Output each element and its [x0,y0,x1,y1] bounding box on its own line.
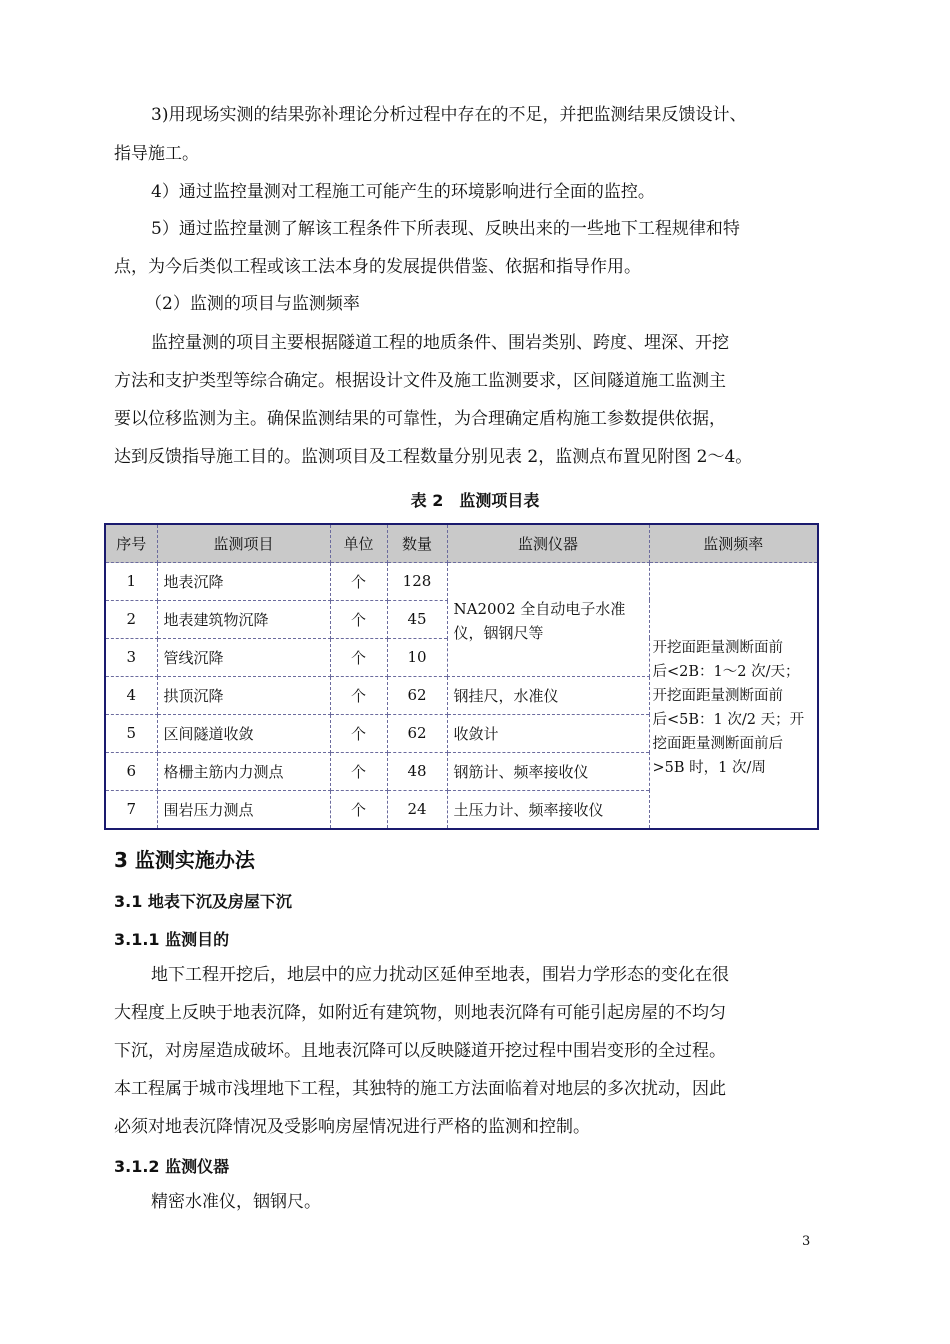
paragraph-line: 必须对地表沉降情况及受影响房屋情况进行严格的监测和控制。 [114,1117,590,1137]
paragraph-line: 要以位移监测为主。确保监测结果的可靠性，为合理确定盾构施工参数提供依据， [114,409,726,429]
frequency-line: 开挖面距量测断面前 [652,687,783,704]
instrument-cell: 钢挂尺，水准仪 [447,676,649,714]
paragraph-line: 指导施工。 [114,144,199,164]
page-number: 3 [802,1234,811,1249]
paragraph-line: 大程度上反映于地表沉降，如附近有建筑物，则地表沉降有可能引起房屋的不均匀 [114,1003,726,1023]
instrument-cell: 土压力计、频率接收仪 [447,790,649,829]
unit-cell: 个 [330,600,387,638]
monitoring-item: 管线沉降 [157,638,330,676]
paragraph-line: 4）通过监控量测对工程施工可能产生的环境影响进行全面的监控。 [151,182,655,202]
row-number: 3 [105,638,157,676]
unit-cell: 个 [330,563,387,601]
section-heading: 3 监测实施办法 [114,848,255,872]
quantity-cell: 62 [387,714,447,752]
row-number: 7 [105,790,157,829]
quantity-cell: 62 [387,676,447,714]
table-header-row [105,524,818,563]
quantity-cell: 45 [387,600,447,638]
quantity-cell: 24 [387,790,447,829]
frequency-line: 挖面距量测断面前后 [652,735,783,752]
monitoring-item: 地表建筑物沉降 [157,600,330,638]
table-caption: 表 2 监测项目表 [410,491,540,510]
monitoring-item: 围岩压力测点 [157,790,330,829]
paragraph-line: 方法和支护类型等综合确定。根据设计文件及施工监测要求，区间隧道施工监测主 [114,371,726,391]
monitoring-item: 格栅主筋内力测点 [157,752,330,790]
paragraph-line: 下沉，对房屋造成破坏。且地表沉降可以反映隧道开挖过程中围岩变形的全过程。 [114,1041,726,1061]
paragraph-line: 地下工程开挖后，地层中的应力扰动区延伸至地表，围岩力学形态的变化在很 [151,965,729,985]
header-cell: 监测频率 [649,524,818,563]
row-number: 5 [105,714,157,752]
unit-cell: 个 [330,752,387,790]
instrument-cell: 收敛计 [447,714,649,752]
frequency-line: >5B 时，1 次/周 [652,759,766,776]
subsubsection-heading: 3.1.2 监测仪器 [114,1157,230,1176]
instrument-line: 仪，铟钢尺等 [453,624,544,642]
sub-heading: （2）监测的项目与监测频率 [145,294,360,314]
unit-cell: 个 [330,676,387,714]
monitoring-item: 区间隧道收敛 [157,714,330,752]
instrument-cell-merged [447,563,649,677]
table-row [105,563,818,601]
paragraph-line: 达到反馈指导施工目的。监测项目及工程数量分别见表 2，监测点布置见附图 2～4。 [114,447,753,467]
frequency-line: 开挖面距量测断面前 [652,639,783,656]
header-cell: 单位 [330,524,387,563]
quantity-cell: 128 [387,563,447,601]
monitoring-table [104,523,819,830]
header-cell: 数量 [387,524,447,563]
paragraph-line: 监控量测的项目主要根据隧道工程的地质条件、围岩类别、跨度、埋深、开挖 [151,333,729,353]
header-cell: 序号 [105,524,157,563]
instrument-line: NA2002 全自动电子水准 [453,600,626,618]
paragraph-line: 3)用现场实测的结果弥补理论分析过程中存在的不足，并把监测结果反馈设计、 [151,105,747,125]
quantity-cell: 48 [387,752,447,790]
quantity-cell: 10 [387,638,447,676]
unit-cell: 个 [330,638,387,676]
header-cell: 监测项目 [157,524,330,563]
monitoring-item: 地表沉降 [157,563,330,601]
header-cell: 监测仪器 [447,524,649,563]
subsubsection-heading: 3.1.1 监测目的 [114,930,230,949]
unit-cell: 个 [330,714,387,752]
monitoring-item: 拱顶沉降 [157,676,330,714]
row-number: 1 [105,563,157,601]
paragraph-line: 点，为今后类似工程或该工法本身的发展提供借鉴、依据和指导作用。 [114,257,641,277]
frequency-line: 后<2B：1～2 次/天； [652,663,800,680]
paragraph-line: 5）通过监控量测了解该工程条件下所表现、反映出来的一些地下工程规律和特 [151,219,740,239]
paragraph-line: 精密水准仪，铟钢尺。 [151,1192,321,1212]
frequency-cell [649,563,818,830]
frequency-line: 后<5B：1 次/2 天；开 [652,711,805,728]
instrument-cell: 钢筋计、频率接收仪 [447,752,649,790]
row-number: 2 [105,600,157,638]
subsection-heading: 3.1 地表下沉及房屋下沉 [114,892,292,911]
paragraph-line: 本工程属于城市浅埋地下工程，其独特的施工方法面临着对地层的多次扰动，因此 [114,1079,726,1099]
row-number: 4 [105,676,157,714]
row-number: 6 [105,752,157,790]
unit-cell: 个 [330,790,387,829]
